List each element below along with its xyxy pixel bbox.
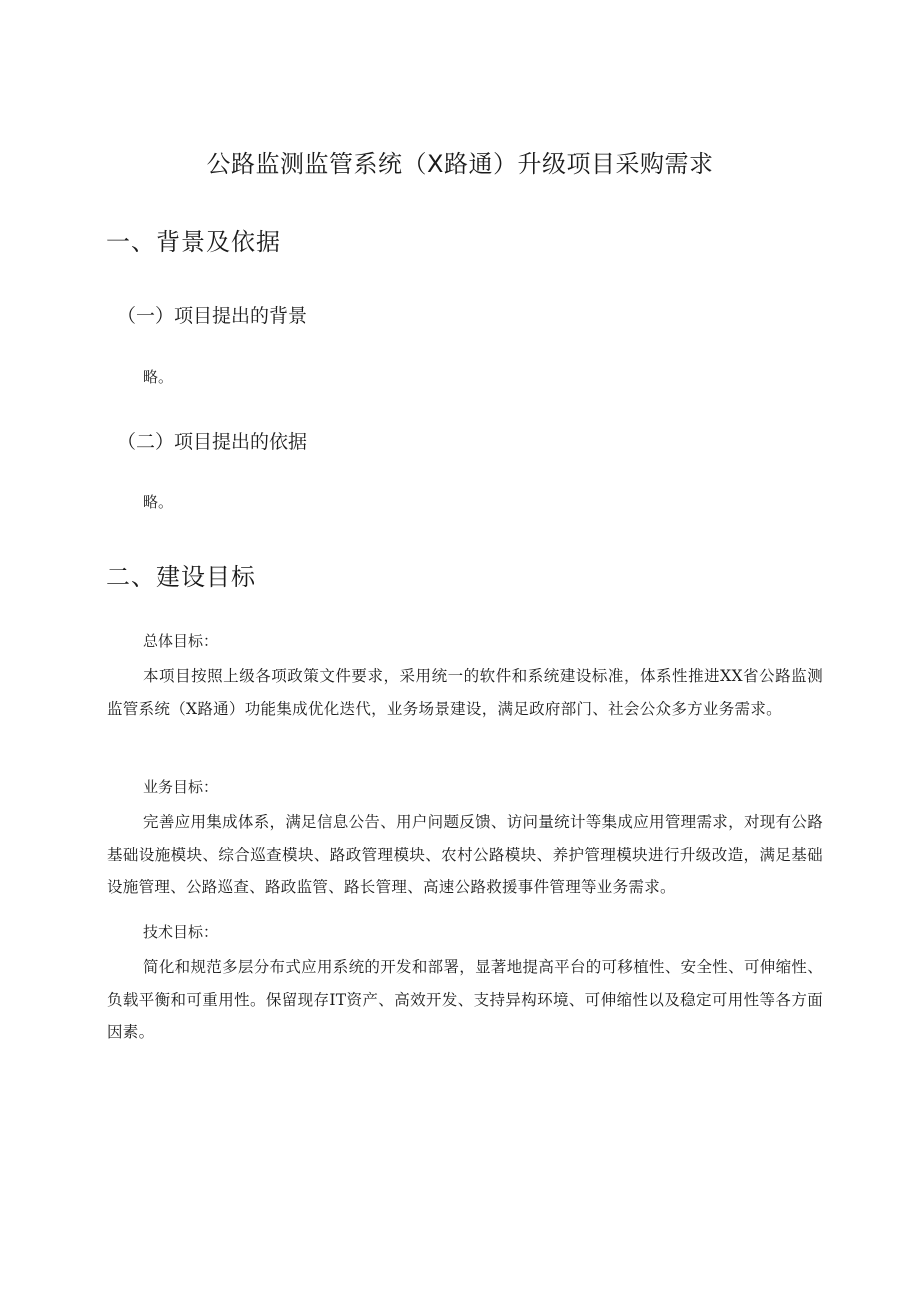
basis-text: 略。 bbox=[143, 493, 174, 511]
business-goal-label: 业务目标： bbox=[143, 778, 219, 796]
business-goal-text: 完善应用集成体系，满足信息公告、用户问题反馈、访问量统计等集成应用管理需求，对现有公路基础设施模块、综合巡查模块、路政管理模块、农村公路模块、养护管理模块进行升级改造，满足基础设施管理、公路巡查、路政监管、路长管理、高速公路救援事件管理等业务需求。 bbox=[107, 813, 823, 897]
overall-goal-label: 总体目标： bbox=[143, 632, 219, 650]
background-text: 略。 bbox=[143, 368, 174, 386]
subsection-heading-basis: （二）项目提出的依据 bbox=[117, 431, 308, 453]
overall-goal-text: 本项目按照上级各项政策文件要求，采用统一的软件和系统建设标准，体系性推进XX省公路监测监管系统（X路通）功能集成优化迭代，业务场景建设，满足政府部门、社会公众多方业务需求。 bbox=[107, 667, 823, 718]
subsection-heading-background: （一）项目提出的背景 bbox=[117, 305, 308, 327]
tech-goal-label: 技术目标： bbox=[143, 923, 219, 941]
section-heading-goals: 二、建设目标 bbox=[106, 563, 256, 591]
section-heading-background: 一、背景及依据 bbox=[106, 228, 281, 256]
tech-goal-text: 简化和规范多层分布式应用系统的开发和部署，显著地提高平台的可移植性、安全性、可伸缩性、负载平衡和可重用性。保留现存IT资产、高效开发、支持异构环境、可伸缩性以及稳定可用性等各方面因素。 bbox=[107, 958, 823, 1042]
document-title: 公路监测监管系统（X路通）升级项目采购需求 bbox=[206, 150, 714, 178]
